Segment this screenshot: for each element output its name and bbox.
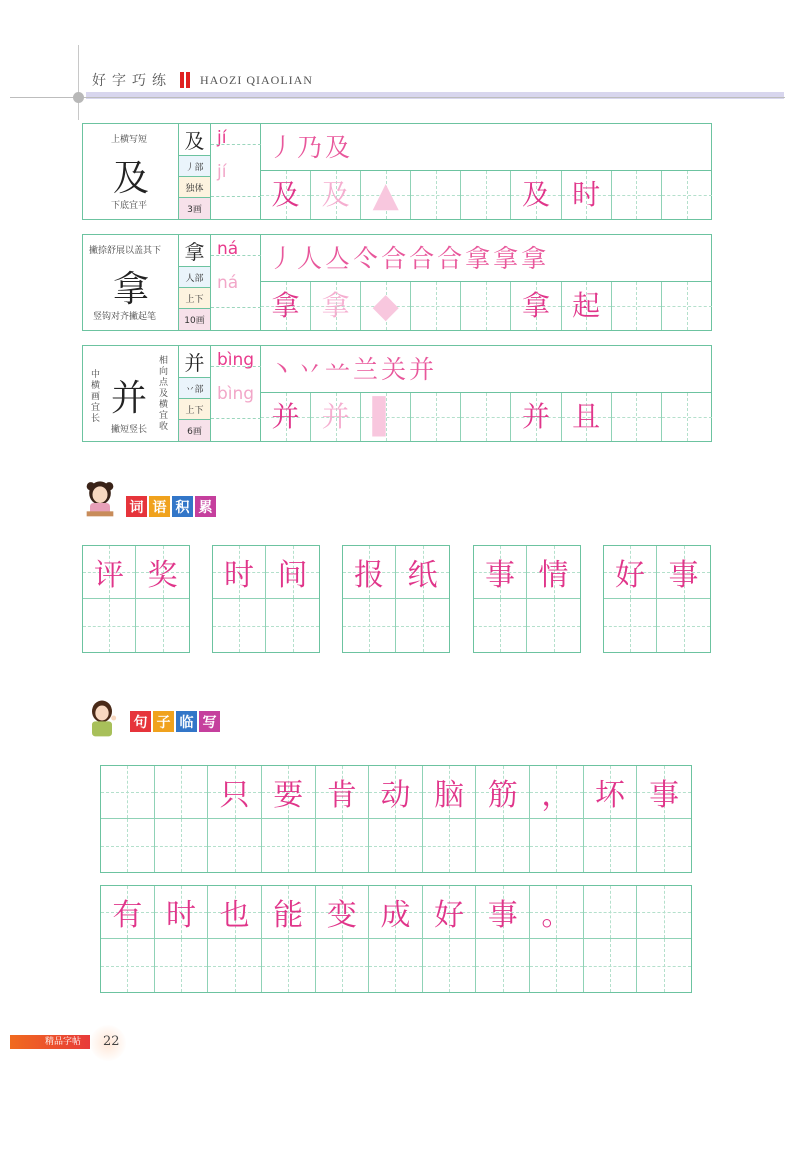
practice-cell[interactable] [461,171,511,219]
char-small: 并 [179,346,210,378]
sentence-cell[interactable]: 肯 [316,766,370,819]
vocab-cell[interactable] [266,599,319,652]
sentence-cell[interactable]: 只 [208,766,262,819]
title-tag: 累 [195,496,216,517]
vocab-cell[interactable]: 评 [83,546,136,599]
char-block-bing [82,345,712,442]
sentence-section-title [130,711,222,732]
practice-cell[interactable]: 并 [311,393,361,441]
pinyin-text: jí [217,128,227,148]
sentence-cell[interactable] [423,819,477,872]
char-meta-column [179,124,211,219]
sentence-cell[interactable] [369,939,423,992]
practice-cell[interactable] [411,282,461,330]
sentence-cell[interactable] [423,939,477,992]
title-tag: 语 [149,496,170,517]
char-block-ji [82,123,712,220]
char-large: 拿 [113,269,150,310]
sentence-cell[interactable] [584,819,638,872]
sentence-cell[interactable] [155,939,209,992]
vocab-cell[interactable]: 纸 [396,546,449,599]
vocab-section-title [126,496,218,517]
char-tip-top: 上横写短 [111,135,148,145]
sentence-cell[interactable] [637,939,691,992]
stroke-step: 合 [381,243,407,273]
girl-avatar [80,478,120,522]
practice-cell[interactable]: 时 [562,171,612,219]
practice-row [261,393,712,441]
sentence-cell[interactable]: ， [530,766,584,819]
char-structure: 独体 [179,177,210,198]
char-radical: 丿部 [179,156,210,177]
sentence-cell[interactable] [316,939,370,992]
char-structure: 上下 [179,288,210,309]
sentence-cell[interactable] [637,819,691,872]
pinyin-guide-line [211,418,261,419]
pinyin-trace: bìng [217,384,255,404]
stroke-step: 仒 [353,243,379,273]
sentence-cell[interactable]: 好 [423,886,477,939]
sentence-cell[interactable] [476,939,530,992]
stroke-step: 拿 [521,243,547,273]
practice-cell-trace[interactable]: ▌ [361,393,411,441]
stroke-step: 及 [325,132,351,162]
stroke-step: 人 [297,243,323,273]
pinyin-guide-line [211,196,261,197]
practice-cell[interactable] [411,171,461,219]
char-meta-column [179,235,211,330]
stroke-step: 丿 [269,132,295,162]
practice-cell[interactable] [411,393,461,441]
title-tag: 句 [130,711,151,732]
practice-row [261,171,712,219]
char-radical: 人部 [179,267,210,288]
char-large: 及 [113,158,150,199]
practice-cell[interactable]: 拿 [261,282,311,330]
sentence-cell[interactable] [262,939,316,992]
sentence-cell[interactable]: 要 [262,766,316,819]
page-number: 22 [103,1034,120,1049]
practice-row [261,282,712,330]
practice-cell[interactable] [612,282,662,330]
practice-cell[interactable]: 及 [311,171,361,219]
stroke-step: 丷 [297,354,323,384]
sentence-cell[interactable]: 成 [369,886,423,939]
sentence-cell[interactable]: 也 [208,886,262,939]
vocab-cell[interactable] [396,599,449,652]
sentence-cell[interactable] [530,939,584,992]
sentence-cell[interactable]: 有 [101,886,155,939]
sentence-cell[interactable] [316,819,370,872]
pinyin-column [211,235,261,330]
vocab-box [603,545,711,653]
header-subtitle: HAOZI QIAOLIAN [200,73,313,87]
vocab-cell[interactable]: 情 [527,546,580,599]
practice-cell[interactable] [612,393,662,441]
sentence-cell[interactable]: 筋 [476,766,530,819]
practice-cell[interactable]: 并 [261,393,311,441]
stroke-order-row [261,346,712,393]
pinyin-column [211,124,261,219]
sentence-cell[interactable] [208,819,262,872]
char-block-na [82,234,712,331]
pinyin-column [211,346,261,441]
header-rule [10,97,785,98]
practice-cell[interactable]: 及 [261,171,311,219]
pinyin-trace: jí [217,162,227,182]
sentence-cell[interactable] [155,819,209,872]
header-vertical-line [78,45,79,120]
vocab-box [212,545,320,653]
practice-cell[interactable] [662,282,712,330]
sentence-cell[interactable]: 事 [476,886,530,939]
title-tag: 子 [153,711,174,732]
vocab-cell[interactable] [527,599,580,652]
stroke-step: 兰 [353,354,379,384]
char-info-panel [83,235,179,330]
sentence-grid-2 [100,885,692,993]
practice-cell[interactable] [461,282,511,330]
vocab-cell[interactable] [343,599,396,652]
sentence-cell[interactable] [101,939,155,992]
char-stroke-count: 3画 [179,198,210,219]
sentence-cell[interactable] [101,819,155,872]
stroke-step: 合 [437,243,463,273]
header-dot [73,92,84,103]
vocab-cell[interactable]: 时 [213,546,266,599]
header-title: 好字巧练 [92,73,172,89]
title-tag: 积 [172,496,193,517]
stroke-step: 合 [409,243,435,273]
stroke-step: 拿 [465,243,491,273]
practice-cell[interactable]: 拿 [511,282,561,330]
sentence-cell[interactable] [637,886,691,939]
vocab-cell[interactable]: 事 [657,546,710,599]
practice-cell[interactable] [662,171,712,219]
sentence-cell[interactable] [476,819,530,872]
sentence-cell[interactable] [584,939,638,992]
char-stroke-count: 10画 [179,309,210,330]
practice-cell[interactable]: 拿 [311,282,361,330]
vocab-cell[interactable]: 好 [604,546,657,599]
vocab-cell[interactable] [657,599,710,652]
pinyin-guide-line [211,307,261,308]
stroke-step: 丶 [269,354,295,384]
practice-cell[interactable]: 且 [562,393,612,441]
practice-cell[interactable] [461,393,511,441]
vocab-cell[interactable]: 奖 [136,546,189,599]
stroke-step: 拿 [493,243,519,273]
char-info-panel [83,346,179,441]
pinyin-text: ná [217,239,239,259]
char-tip-bottom: 撇短竖长 [111,425,148,435]
sentence-cell[interactable]: 变 [316,886,370,939]
char-tip-bottom: 竖钩对齐撇起笔 [93,312,157,322]
sentence-cell[interactable]: 事 [637,766,691,819]
char-stroke-count: 6画 [179,420,210,441]
char-tip-left: 中横画宜长 [91,370,101,424]
vocab-box [82,545,190,653]
sentence-cell[interactable]: 动 [369,766,423,819]
char-radical: 丷部 [179,378,210,399]
char-small: 及 [179,124,210,156]
practice-cell[interactable]: 并 [511,393,561,441]
stroke-order-row [261,235,712,282]
char-info-panel [83,124,179,219]
sentence-cell[interactable] [101,766,155,819]
stroke-step: 丿 [269,243,295,273]
pinyin-text: bìng [217,350,255,370]
char-tip-bottom: 下底宜平 [111,201,148,211]
vocab-cell[interactable] [213,599,266,652]
title-tag: 写 [199,711,220,732]
sentence-grid-1 [100,765,692,873]
char-large: 并 [111,378,148,419]
char-tip-right: 相向点及横宜收 [159,356,169,432]
practice-cell[interactable]: 起 [562,282,612,330]
char-small: 拿 [179,235,210,267]
stroke-step: 亼 [325,243,351,273]
sentence-cell[interactable] [155,766,209,819]
practice-cell-trace[interactable]: ▲ [361,171,411,219]
stroke-step: 关 [381,354,407,384]
sentence-cell[interactable]: 脑 [423,766,477,819]
stroke-step: 并 [409,354,435,384]
char-meta-column [179,346,211,441]
pinyin-guide-line [211,255,261,256]
vocab-cell[interactable]: 间 [266,546,319,599]
title-tag: 词 [126,496,147,517]
footer-label: 精品字帖 [45,1037,82,1047]
char-structure: 上下 [179,399,210,420]
pinyin-guide-line [211,366,261,367]
practice-cell-trace[interactable]: ◆ [361,282,411,330]
sentence-cell[interactable]: 时 [155,886,209,939]
vocab-cell[interactable]: 事 [474,546,527,599]
vocab-cell[interactable] [474,599,527,652]
sentence-cell[interactable]: 坏 [584,766,638,819]
pinyin-guide-line [211,144,261,145]
teacher-avatar [82,698,122,742]
sentence-cell[interactable] [530,819,584,872]
vocab-cell[interactable] [604,599,657,652]
sentence-cell[interactable] [584,886,638,939]
sentence-cell[interactable]: 。 [530,886,584,939]
practice-cell[interactable] [662,393,712,441]
vocab-box [342,545,450,653]
vocab-cell[interactable]: 报 [343,546,396,599]
sentence-cell[interactable] [369,819,423,872]
sentence-cell[interactable] [208,939,262,992]
stroke-step: 䒑 [325,354,351,384]
stroke-step: 乃 [297,132,323,162]
vocab-cell[interactable] [83,599,136,652]
practice-cell[interactable]: 及 [511,171,561,219]
vocab-box [473,545,581,653]
sentence-cell[interactable]: 能 [262,886,316,939]
header-divider-bars [180,72,191,88]
title-tag: 临 [176,711,197,732]
vocab-cell[interactable] [136,599,189,652]
practice-cell[interactable] [612,171,662,219]
pinyin-trace: ná [217,273,239,293]
stroke-order-row [261,124,712,171]
sentence-cell[interactable] [262,819,316,872]
char-tip-top: 撇捺舒展以盖其下 [89,246,162,256]
